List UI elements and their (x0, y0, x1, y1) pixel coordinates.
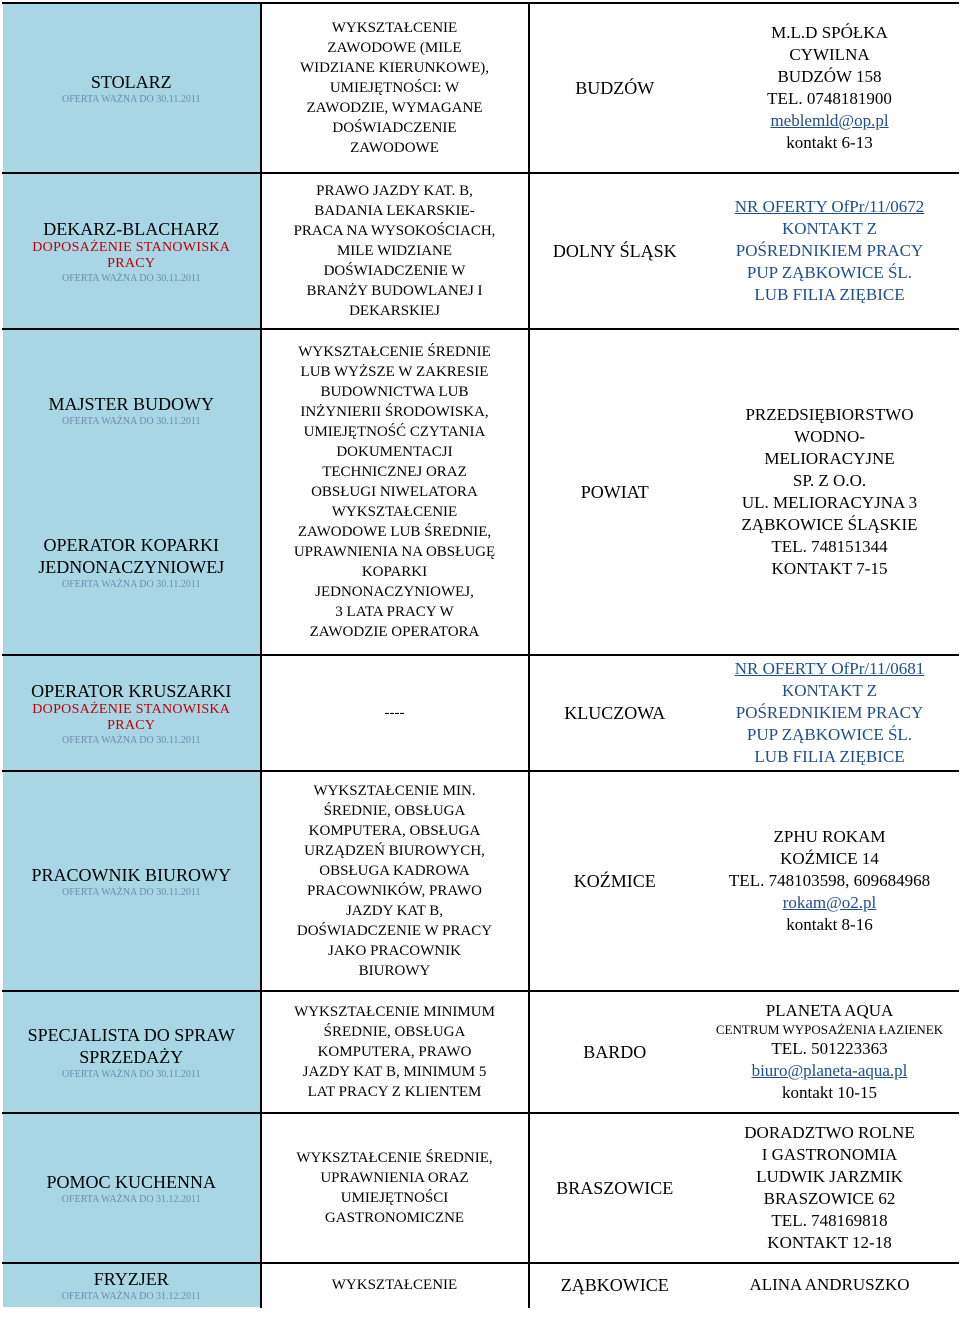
requirements-text: ---- (384, 705, 405, 721)
contact-line: CYWILNA (789, 45, 870, 64)
offer-validity: OFERTA WAŻNA DO 31.12.2011 (61, 1290, 201, 1302)
email-link[interactable]: rokam@o2.pl (782, 893, 877, 912)
requirements-cell (261, 1113, 529, 1263)
contact-line: KOŹMICE 14 (780, 849, 879, 868)
requirements-text: WYKSZTAŁCENIE (331, 1277, 458, 1294)
contact-line: TEL. 748103598, 609684968 (728, 871, 931, 890)
contact-line: TEL. 0748181900 (767, 89, 892, 108)
offer-validity: OFERTA WAŻNA DO 31.12.2011 (61, 1193, 201, 1205)
requirements-cell (261, 173, 529, 329)
job-title-cell (3, 655, 261, 771)
contact-line: PLANETA AQUA (765, 1001, 894, 1020)
email-link[interactable]: biuro@planeta-aqua.pl (751, 1061, 908, 1080)
table-row (3, 1113, 959, 1263)
offer-validity: OFERTA WAŻNA DO 30.11.2011 (61, 734, 201, 746)
requirements-text: WYKSZTAŁCENIE MINIMUM ŚREDNIE, OBSŁUGA KOMPUTERA, PRAWO JAZDY KAT B, MINIMUM 5 LAT PRACY Z KLIENTEM (294, 1004, 495, 1100)
table-row (3, 1263, 959, 1307)
job-offers-table (2, 2, 959, 1308)
contact-cell (701, 3, 959, 173)
requirements-cell (261, 329, 529, 655)
location-text: BRASZOWICE (556, 1178, 674, 1198)
contact-text: ALINA ANDRUSZKO (749, 1275, 910, 1295)
location-text: KOŹMICE (573, 871, 656, 891)
table-row (3, 771, 959, 991)
location-text: BARDO (583, 1042, 647, 1062)
contact-hours: kontakt 8-16 (786, 915, 873, 934)
offer-validity: OFERTA WAŻNA DO 30.11.2011 (61, 416, 201, 427)
contact-line: BUDZÓW 158 (777, 67, 882, 86)
requirements-cell (261, 655, 529, 771)
location-text: DOLNY ŚLĄSK (552, 241, 677, 261)
job-title: OPERATOR KRUSZARKI (31, 680, 232, 701)
job-title: PRACOWNIK BIUROWY (31, 864, 231, 885)
location-cell (529, 991, 701, 1113)
location-cell (529, 1113, 701, 1263)
location-cell (529, 771, 701, 991)
job-subtitle: DOPOSAŻENIE STANOWISKA PRACY (32, 239, 231, 271)
requirements-text: WYKSZTAŁCENIE ŚREDNIE, UPRAWNIENIA ORAZ UMIEJĘTNOŚCI GASTRONOMICZNE (296, 1150, 493, 1226)
location-text: POWIAT (580, 482, 649, 502)
requirements-text: PRAWO JAZDY KAT. B, BADANIA LEKARSKIE- PRACA NA WYSOKOŚCIACH, MILE WIDZIANE DOŚWIADCZENIE W BRANŻY BUDOWLANEJ I DEKARSKIEJ (293, 183, 496, 319)
location-cell (529, 173, 701, 329)
job-title: MAJSTER BUDOWY (48, 394, 214, 414)
requirements-cell (261, 1263, 529, 1307)
contact-text: DORADZTWO ROLNE I GASTRONOMIA LUDWIK JARZMIK BRASZOWICE 62 TEL. 748169818 KONTAKT 12-18 (744, 1123, 915, 1252)
offer-validity: OFERTA WAŻNA DO 30.11.2011 (61, 93, 201, 105)
job-title-cell (3, 329, 261, 655)
job-title-cell (3, 991, 261, 1113)
contact-cell (701, 771, 959, 991)
contact-line: M.L.D SPÓŁKA (771, 23, 888, 42)
location-text: ZĄBKOWICE (560, 1275, 669, 1296)
table-row (3, 991, 959, 1113)
job-title: DEKARZ-BLACHARZ (43, 218, 220, 239)
job-title-second: OPERATOR KOPARKI JEDNONACZYNIOWEJ (38, 535, 225, 577)
job-subtitle: DOPOSAŻENIE STANOWISKA PRACY (32, 701, 231, 733)
table-row (3, 329, 959, 655)
location-text: BUDZÓW (575, 78, 655, 98)
contact-text: PRZEDSIĘBIORSTWO WODNO- MELIORACYJNE SP. Z O.O. UL. MELIORACYJNA 3 ZĄBKOWICE ŚLĄSKIE TEL. 748151344 KONTAKT 7-15 (741, 405, 918, 578)
contact-cell (701, 173, 959, 329)
email-link[interactable]: meblemld@op.pl (770, 111, 889, 130)
offer-validity: OFERTA WAŻNA DO 30.11.2011 (61, 1068, 201, 1080)
requirements-cell (261, 771, 529, 991)
job-title: STOLARZ (90, 71, 172, 92)
contact-line: TEL. 501223363 (771, 1039, 888, 1058)
job-title-cell (3, 771, 261, 991)
requirements-text: WYKSZTAŁCENIE ŚREDNIE LUB WYŻSZE W ZAKRESIE BUDOWNICTWA LUB INŻYNIERII ŚRODOWISKA, UMIEJĘTNOŚĆ CZYTANIA DOKUMENTACJI TECHNICZNEJ ORAZ OBSŁUGI NIWELATORA WYKSZTAŁCENIE ZAWODOWE LUB ŚREDNIE, UPRAWNIENIA NA OBSŁUGĘ KOPARKI JEDNONACZYNIOWEJ, 3 LATA PRACY W ZAWODZIE OPERATORA (293, 344, 496, 640)
offer-validity: OFERTA WAŻNA DO 30.11.2011 (61, 272, 201, 284)
location-cell (529, 3, 701, 173)
location-cell (529, 329, 701, 655)
contact-cell (701, 329, 959, 655)
requirements-cell (261, 3, 529, 173)
contact-hours: kontakt 10-15 (782, 1083, 877, 1102)
job-title-cell (3, 1263, 261, 1307)
offer-number[interactable]: NR OFERTY OfPr/11/0681 (734, 659, 925, 678)
contact-cell (701, 1113, 959, 1263)
offer-number[interactable]: NR OFERTY OfPr/11/0672 (734, 197, 925, 216)
job-title: FRYZJER (93, 1268, 169, 1289)
requirements-cell (261, 991, 529, 1113)
job-title: POMOC KUCHENNA (46, 1171, 216, 1192)
contact-line: ZPHU ROKAM (773, 827, 886, 846)
location-text: KLUCZOWA (564, 703, 666, 723)
contact-cell (701, 1263, 959, 1307)
contact-subline: CENTRUM WYPOSAŻENIA ŁAZIENEK (715, 1022, 944, 1037)
job-title-cell (3, 173, 261, 329)
job-title-cell (3, 1113, 261, 1263)
contact-cell (701, 655, 959, 771)
requirements-text: WYKSZTAŁCENIE ZAWODOWE (MILE WIDZIANE KIERUNKOWE), UMIEJĘTNOŚCI: W ZAWODZIE, WYMAGANE DOŚWIADCZENIE ZAWODOWE (299, 20, 490, 156)
table-row (3, 655, 959, 771)
requirements-text: WYKSZTAŁCENIE MIN. ŚREDNIE, OBSŁUGA KOMPUTERA, OBSŁUGA URZĄDZEŃ BIUROWYCH, OBSŁUGA KADROWA PRACOWNIKÓW, PRAWO JAZDY KAT B, DOŚWIADCZENIE W PRACY JAKO PRACOWNIK BIUROWY (296, 783, 493, 979)
contact-text: KONTAKT Z POŚREDNIKIEM PRACY PUP ZĄBKOWICE ŚL. LUB FILIA ZIĘBICE (735, 681, 924, 766)
contact-text: KONTAKT Z POŚREDNIKIEM PRACY PUP ZĄBKOWICE ŚL. LUB FILIA ZIĘBICE (735, 219, 924, 304)
offer-validity: OFERTA WAŻNA DO 30.11.2011 (61, 886, 201, 898)
contact-hours: kontakt 6-13 (786, 133, 873, 152)
job-title: SPECJALISTA DO SPRAW SPRZEDAŻY (27, 1024, 235, 1067)
contact-cell (701, 991, 959, 1113)
table-row (3, 173, 959, 329)
location-cell (529, 655, 701, 771)
offer-validity-second: OFERTA WAŻNA DO 30.11.2011 (61, 579, 201, 590)
location-cell (529, 1263, 701, 1307)
job-title-cell (3, 3, 261, 173)
table-row (3, 3, 959, 173)
